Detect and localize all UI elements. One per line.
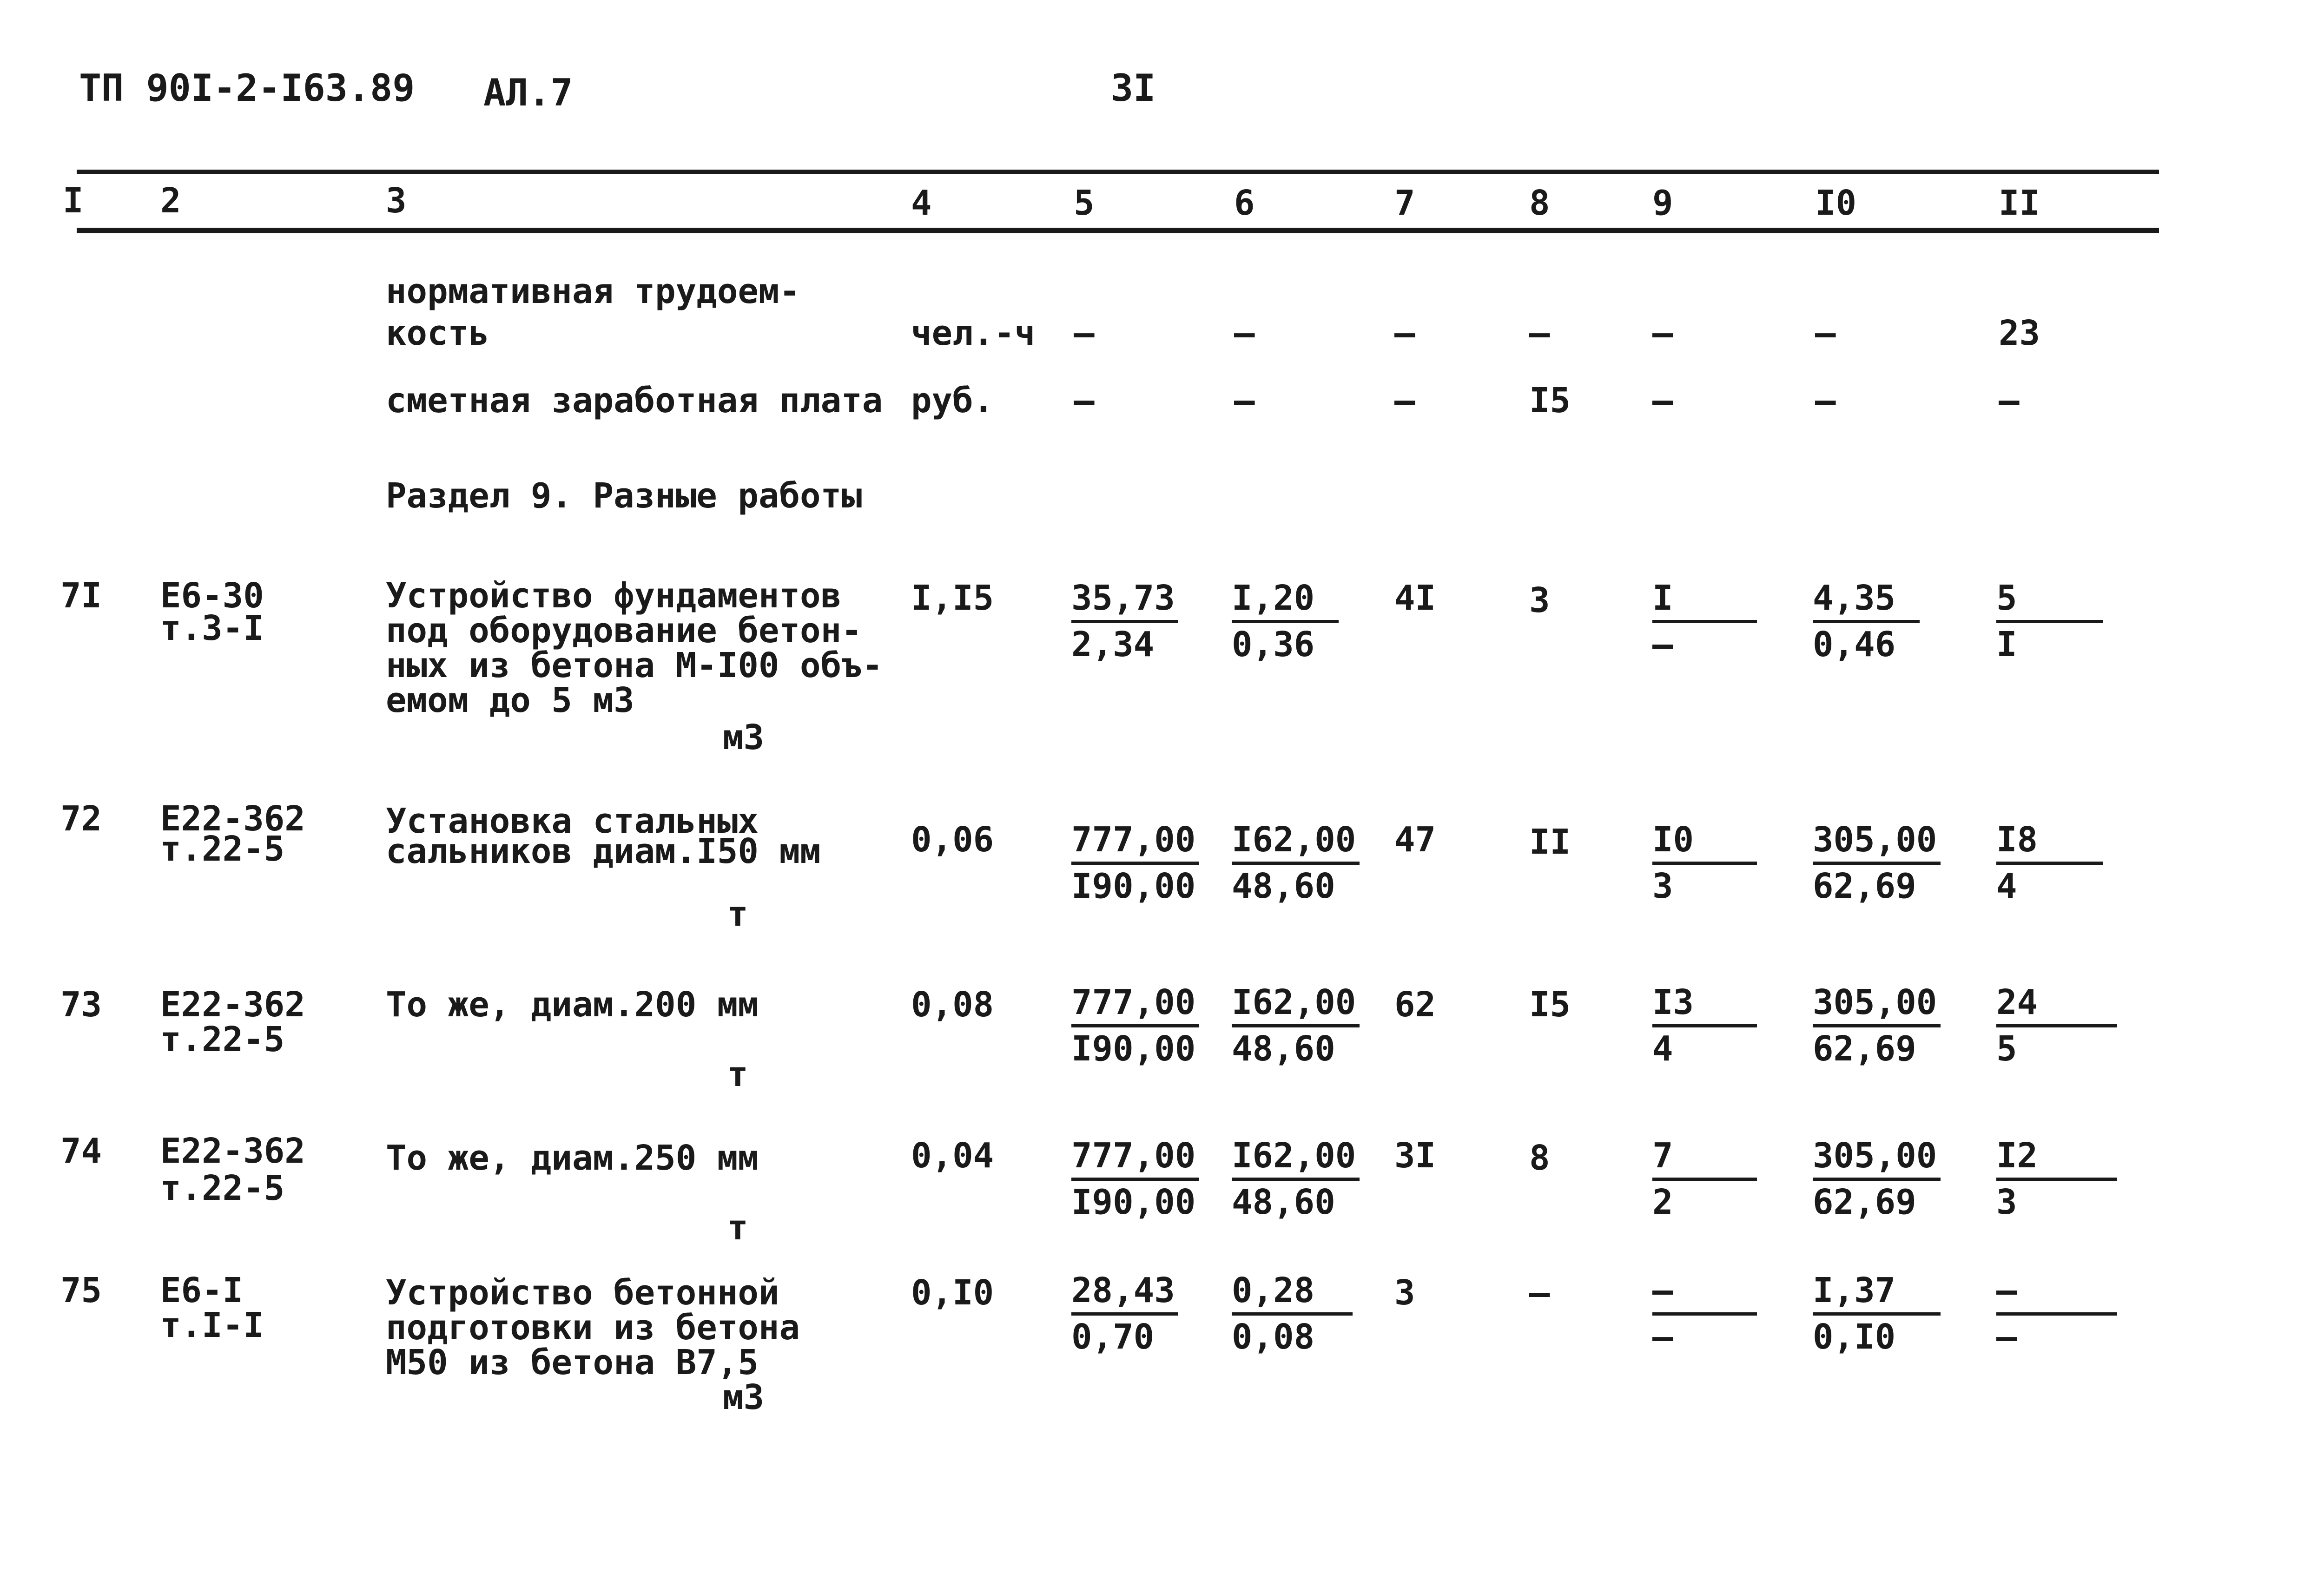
cost-col5-numerator: 777,00 bbox=[1071, 820, 1196, 860]
fraction-bar bbox=[1071, 620, 1178, 623]
summary-value-10: – bbox=[1815, 313, 1836, 353]
cost-col6-numerator: I62,00 bbox=[1232, 820, 1356, 860]
fraction-bar bbox=[1813, 1024, 1941, 1027]
fraction-bar bbox=[1813, 1178, 1941, 1181]
value-col10-denominator: 62,69 bbox=[1813, 1029, 1916, 1069]
cost-col5-numerator: 35,73 bbox=[1071, 578, 1175, 618]
fraction-bar bbox=[1232, 620, 1339, 623]
work-description-line: Устройство фундаментов bbox=[386, 576, 842, 616]
rate-table: т.22-5 bbox=[160, 1020, 285, 1060]
value-col7: 62 bbox=[1394, 985, 1436, 1025]
value-col7: 3I bbox=[1394, 1136, 1436, 1176]
value-col10-denominator: 0,I0 bbox=[1813, 1317, 1896, 1357]
cost-col5-denominator: 0,70 bbox=[1071, 1317, 1155, 1357]
measure-unit: т bbox=[727, 1208, 748, 1248]
fraction-bar bbox=[1652, 862, 1757, 865]
value-col11-numerator: – bbox=[1996, 1270, 2017, 1310]
value-col9-numerator: I3 bbox=[1652, 982, 1694, 1022]
value-col9-numerator: – bbox=[1652, 1270, 1673, 1310]
quantity: 0,I0 bbox=[911, 1273, 994, 1313]
fraction-bar bbox=[1232, 1024, 1360, 1027]
measure-unit: м3 bbox=[723, 718, 765, 757]
quantity: 0,08 bbox=[911, 985, 994, 1025]
fraction-bar bbox=[1071, 1024, 1199, 1027]
summary-value-9: – bbox=[1652, 381, 1673, 421]
value-col11-numerator: 24 bbox=[1996, 982, 2038, 1022]
measure-unit: т bbox=[727, 894, 748, 934]
value-col10-numerator: 305,00 bbox=[1813, 982, 1937, 1022]
measure-unit: т bbox=[727, 1054, 748, 1094]
rate-code: Е22-362 bbox=[160, 985, 305, 1025]
work-description-line: ных из бетона М-I00 объ- bbox=[386, 645, 883, 685]
fraction-bar bbox=[1813, 1312, 1941, 1316]
fraction-bar bbox=[1232, 1178, 1360, 1181]
column-header-7: 7 bbox=[1394, 183, 1415, 223]
fraction-bar bbox=[1652, 1024, 1757, 1027]
summary-name-line2: кость bbox=[386, 313, 489, 353]
value-col9-denominator: – bbox=[1652, 1317, 1673, 1357]
row-number: 73 bbox=[60, 985, 102, 1025]
work-description-line: М50 из бетона В7,5 bbox=[386, 1343, 759, 1382]
work-description-line: Установка стальных bbox=[386, 801, 759, 841]
work-description-line: под оборудование бетон- bbox=[386, 611, 862, 651]
cost-col6-denominator: 48,60 bbox=[1232, 1029, 1335, 1069]
work-description-line: сальников диам.I50 мм bbox=[386, 831, 821, 871]
value-col7: 47 bbox=[1394, 820, 1436, 860]
fraction-bar bbox=[1996, 862, 2103, 865]
work-description-line: емом до 5 м3 bbox=[386, 680, 634, 720]
table-top-rule bbox=[77, 170, 2159, 174]
fraction-bar bbox=[1232, 1312, 1353, 1316]
rate-code: Е22-362 bbox=[160, 1131, 305, 1171]
summary-value-8: I5 bbox=[1529, 381, 1571, 421]
rate-table: т.22-5 bbox=[160, 1168, 285, 1208]
quantity: I,I5 bbox=[911, 578, 994, 618]
cost-col5-numerator: 777,00 bbox=[1071, 1136, 1196, 1176]
summary-unit: чел.-ч bbox=[911, 313, 1036, 353]
album-number: АЛ.7 bbox=[483, 71, 573, 114]
summary-value-6: – bbox=[1234, 381, 1255, 421]
value-col11-numerator: I2 bbox=[1996, 1136, 2038, 1176]
cost-col6-numerator: I62,00 bbox=[1232, 982, 1356, 1022]
work-description-line: подготовки из бетона bbox=[386, 1308, 800, 1348]
column-header-6: 6 bbox=[1234, 183, 1255, 223]
quantity: 0,06 bbox=[911, 820, 994, 860]
cost-col5-denominator: I90,00 bbox=[1071, 1029, 1196, 1069]
fraction-bar bbox=[1996, 1024, 2117, 1027]
summary-value-11: – bbox=[1999, 381, 2020, 421]
table-header-bottom-rule bbox=[77, 228, 2159, 233]
cost-col5-denominator: 2,34 bbox=[1071, 625, 1155, 665]
fraction-bar bbox=[1071, 1312, 1178, 1316]
value-col11-denominator: 3 bbox=[1996, 1182, 2017, 1222]
cost-col6-numerator: 0,28 bbox=[1232, 1270, 1315, 1310]
summary-value-10: – bbox=[1815, 381, 1836, 421]
section-title: Раздел 9. Разные работы bbox=[386, 476, 862, 516]
cost-col5-numerator: 28,43 bbox=[1071, 1270, 1175, 1310]
value-col11-denominator: 4 bbox=[1996, 866, 2017, 906]
summary-value-6: – bbox=[1234, 313, 1255, 353]
summary-name: сметная заработная плата bbox=[386, 381, 883, 421]
fraction-bar bbox=[1996, 620, 2103, 623]
work-description-line: То же, диам.250 мм bbox=[386, 1138, 759, 1178]
value-col8: II bbox=[1529, 822, 1571, 862]
row-number: 72 bbox=[60, 799, 102, 839]
column-header-5: 5 bbox=[1074, 183, 1095, 223]
fraction-bar bbox=[1652, 1312, 1757, 1316]
value-col7: 4I bbox=[1394, 578, 1436, 618]
cost-col6-numerator: I,20 bbox=[1232, 578, 1315, 618]
rate-code: Е22-362 bbox=[160, 799, 305, 839]
value-col8: – bbox=[1529, 1273, 1550, 1313]
fraction-bar bbox=[1071, 1178, 1199, 1181]
column-header-10: I0 bbox=[1815, 183, 1857, 223]
value-col10-numerator: 305,00 bbox=[1813, 1136, 1937, 1176]
value-col11-numerator: I8 bbox=[1996, 820, 2038, 860]
work-description-line: То же, диам.200 мм bbox=[386, 985, 759, 1025]
cost-col6-denominator: 0,36 bbox=[1232, 625, 1315, 665]
value-col11-numerator: 5 bbox=[1996, 578, 2017, 618]
summary-value-7: – bbox=[1394, 313, 1415, 353]
quantity: 0,04 bbox=[911, 1136, 994, 1176]
fraction-bar bbox=[1652, 1178, 1757, 1181]
rate-table: т.3-I bbox=[160, 608, 264, 648]
cost-col6-denominator: 48,60 bbox=[1232, 1182, 1335, 1222]
fraction-bar bbox=[1996, 1312, 2117, 1316]
value-col9-denominator: – bbox=[1652, 625, 1673, 665]
value-col9-numerator: I bbox=[1652, 578, 1673, 618]
summary-value-5: – bbox=[1074, 381, 1095, 421]
fraction-bar bbox=[1813, 862, 1941, 865]
value-col9-denominator: 2 bbox=[1652, 1182, 1673, 1222]
column-header-8: 8 bbox=[1529, 183, 1550, 223]
work-description-line: Устройство бетонной bbox=[386, 1273, 779, 1313]
fraction-bar bbox=[1071, 862, 1199, 865]
summary-value-7: – bbox=[1394, 381, 1415, 421]
value-col8: I5 bbox=[1529, 985, 1571, 1025]
value-col7: 3 bbox=[1394, 1273, 1415, 1313]
column-header-2: 2 bbox=[160, 181, 181, 221]
value-col11-denominator: 5 bbox=[1996, 1029, 2017, 1069]
value-col11-denominator: I bbox=[1996, 625, 2017, 665]
value-col9-numerator: 7 bbox=[1652, 1136, 1673, 1176]
column-header-11: II bbox=[1999, 183, 2040, 223]
value-col11-denominator: – bbox=[1996, 1317, 2017, 1357]
summary-name-line1: нормативная трудоем- bbox=[386, 271, 800, 311]
summary-value-9: – bbox=[1652, 313, 1673, 353]
column-header-1: I bbox=[63, 181, 84, 221]
row-number: 74 bbox=[60, 1131, 102, 1171]
value-col8: 8 bbox=[1529, 1138, 1550, 1178]
cost-col6-denominator: 48,60 bbox=[1232, 866, 1335, 906]
value-col10-numerator: 305,00 bbox=[1813, 820, 1937, 860]
cost-col5-numerator: 777,00 bbox=[1071, 982, 1196, 1022]
fraction-bar bbox=[1232, 862, 1360, 865]
rate-table: т.I-I bbox=[160, 1305, 264, 1345]
cost-col5-denominator: I90,00 bbox=[1071, 866, 1196, 906]
cost-col5-denominator: I90,00 bbox=[1071, 1182, 1196, 1222]
measure-unit: м3 bbox=[723, 1377, 765, 1417]
row-number: 75 bbox=[60, 1270, 102, 1310]
value-col10-denominator: 62,69 bbox=[1813, 866, 1916, 906]
rate-code: Е6-I bbox=[160, 1270, 244, 1310]
value-col10-numerator: I,37 bbox=[1813, 1270, 1896, 1310]
fraction-bar bbox=[1996, 1178, 2117, 1181]
value-col9-denominator: 4 bbox=[1652, 1029, 1673, 1069]
row-number: 7I bbox=[60, 576, 102, 616]
fraction-bar bbox=[1813, 620, 1920, 623]
column-header-3: 3 bbox=[386, 181, 407, 221]
cost-col6-denominator: 0,08 bbox=[1232, 1317, 1315, 1357]
fraction-bar bbox=[1652, 620, 1757, 623]
value-col8: 3 bbox=[1529, 580, 1550, 620]
summary-unit: руб. bbox=[911, 381, 994, 421]
column-header-4: 4 bbox=[911, 183, 932, 223]
value-col9-denominator: 3 bbox=[1652, 866, 1673, 906]
summary-value-11: 23 bbox=[1999, 313, 2040, 353]
value-col9-numerator: I0 bbox=[1652, 820, 1694, 860]
column-header-9: 9 bbox=[1652, 183, 1673, 223]
page-number: 3I bbox=[1111, 66, 1156, 110]
document-code: ТП 90I-2-I63.89 bbox=[79, 66, 415, 110]
rate-table: т.22-5 bbox=[160, 829, 285, 869]
rate-code: Е6-30 bbox=[160, 576, 264, 616]
summary-value-8: – bbox=[1529, 313, 1550, 353]
value-col10-denominator: 0,46 bbox=[1813, 625, 1896, 665]
cost-col6-numerator: I62,00 bbox=[1232, 1136, 1356, 1176]
value-col10-numerator: 4,35 bbox=[1813, 578, 1896, 618]
value-col10-denominator: 62,69 bbox=[1813, 1182, 1916, 1222]
summary-value-5: – bbox=[1074, 313, 1095, 353]
